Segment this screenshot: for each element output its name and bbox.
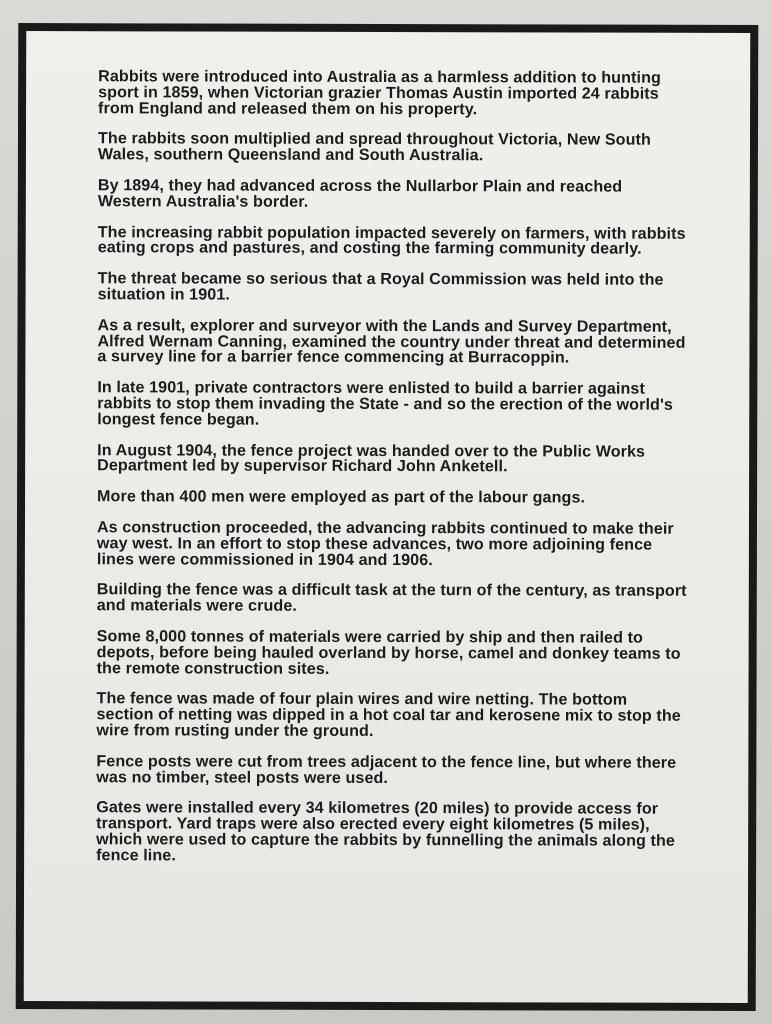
paragraph-materials: Some 8,000 tonnes of materials were carried by ship and then railed to depots, before being hauled overland by horse, camel and donkey teams to the remote construction sites.: [96, 627, 681, 678]
plaque-text-panel: [24, 31, 751, 1003]
paragraph-contractors: In late 1901, private contractors were enlisted to build a barrier against rabbits to stop them invading the State - and so the erection of the world's longest fence began.: [97, 378, 673, 429]
paragraph-fence-posts: Fence posts were cut from trees adjacent to the fence line, but where there was no timber, steel posts were used.: [96, 751, 677, 787]
paragraph-royal-commission: The threat became so serious that a Royal Commission was held into the situation in 1901.: [97, 269, 664, 304]
paragraph-public-works: In August 1904, the fence project was handed over to the Public Works Department led by supervisor Richard John Anketell.: [97, 440, 646, 476]
paragraph-difficult-task: Building the fence was a difficult task at the turn of the century, as transport and materials were crude.: [96, 580, 687, 615]
paragraph-introduction: Rabbits were introduced into Australia as a harmless addition to hunting sport in 1859, when Victorian grazier Thomas Austin imported 24 rabbits from England and released them on his property.: [98, 67, 661, 118]
paragraph-adjoining-fences: As construction proceeded, the advancing rabbits continued to make their way west. In an effort to stop these advances, two more adjoining fence lines were commissioned in 1904 and 1906.: [96, 518, 674, 569]
paragraph-nullarbor: By 1894, they had advanced across the Nullarbor Plain and reached Western Australia's border.: [97, 176, 623, 211]
paragraph-spread: The rabbits soon multiplied and spread throughout Victoria, New South Wales, southern Queensland and South Australia.: [97, 129, 651, 165]
paragraph-labour-gangs: More than 400 men were employed as part of the labour gangs.: [97, 487, 586, 507]
paragraph-impact: The increasing rabbit population impacted severely on farmers, with rabbits eating crops and pastures, and costing the farming community dearly.: [97, 222, 686, 259]
paragraph-gates-traps: Gates were installed every 34 kilometres (20 miles) to provide access for transport. Yard traps were also erected every eight kilometres (5 miles), which were used to capture the rabbits by funnelling the animals along the fence line.: [96, 798, 676, 865]
information-plaque: [16, 23, 759, 1011]
paragraph-fence-construction: The fence was made of four plain wires and wire netting. The bottom section of netting was dipped in a hot coal tar and kerosene mix to stop the wire from rusting under the ground.: [96, 689, 681, 740]
paragraph-canning-survey: As a result, explorer and surveyor with the Lands and Survey Department, Alfred Wernam Canning, examined the country under threat and determined a survey line for a barrier fence commencing at Burracoppin.: [97, 316, 686, 367]
